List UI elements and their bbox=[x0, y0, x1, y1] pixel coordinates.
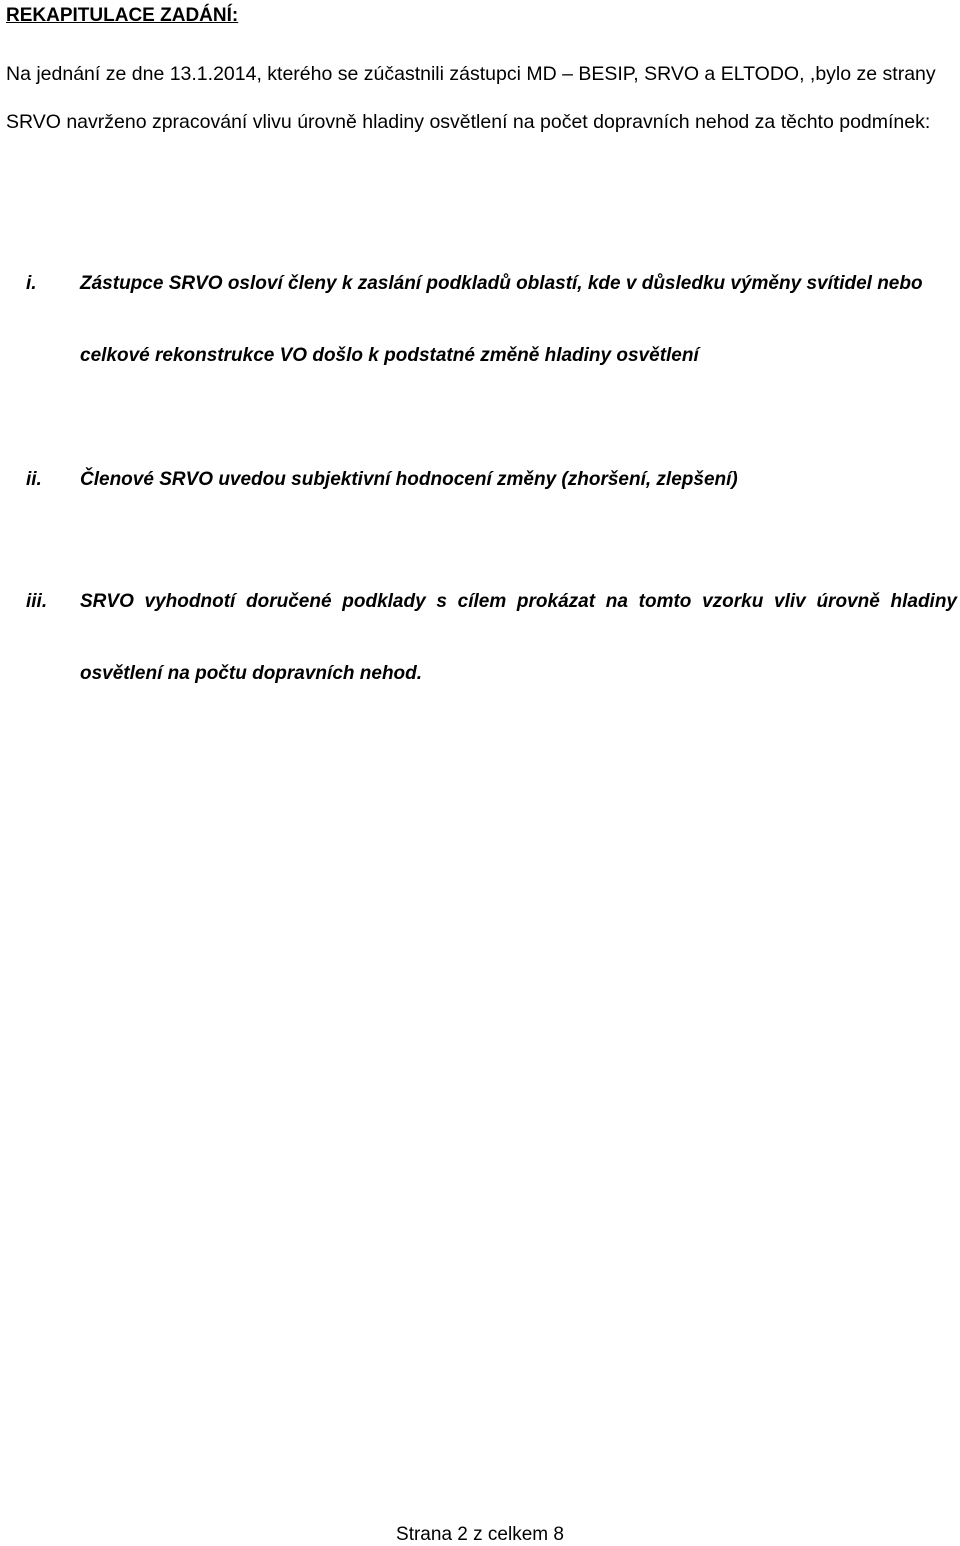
list-item-text: SRVO vyhodnotí doručené podklady s cílem prokázat na tomto vzorku vliv úrovně hladiny osvětlení na počtu dopravních nehod. bbox=[80, 591, 957, 684]
list-marker: ii. bbox=[26, 469, 42, 490]
document-heading: REKAPITULACE ZADÁNÍ: bbox=[6, 5, 239, 26]
list-marker: iii. bbox=[26, 591, 48, 612]
list-item-text: Členové SRVO uvedou subjektivní hodnocení změny (zhoršení, zlepšení) bbox=[80, 469, 738, 490]
intro-text: Na jednání ze dne 13.1.2014, kterého se zúčastnili zástupci MD – BESIP, SRVO a ELTODO, ,bylo ze strany SRVO navrženo zpracování vlivu úrovně hladiny osvětlení na počet dopravních nehod za těchto podmínek: bbox=[6, 63, 936, 133]
page-number-footer: Strana 2 z celkem 8 bbox=[396, 1524, 564, 1545]
list-marker: i. bbox=[26, 273, 37, 294]
list-item-text: Zástupce SRVO osloví členy k zaslání podkladů oblastí, kde v důsledku výměny svítidel nebo celkové rekonstrukce VO došlo k podstatné změně hladiny osvětlení bbox=[80, 273, 923, 366]
intro-paragraph bbox=[6, 50, 951, 146]
